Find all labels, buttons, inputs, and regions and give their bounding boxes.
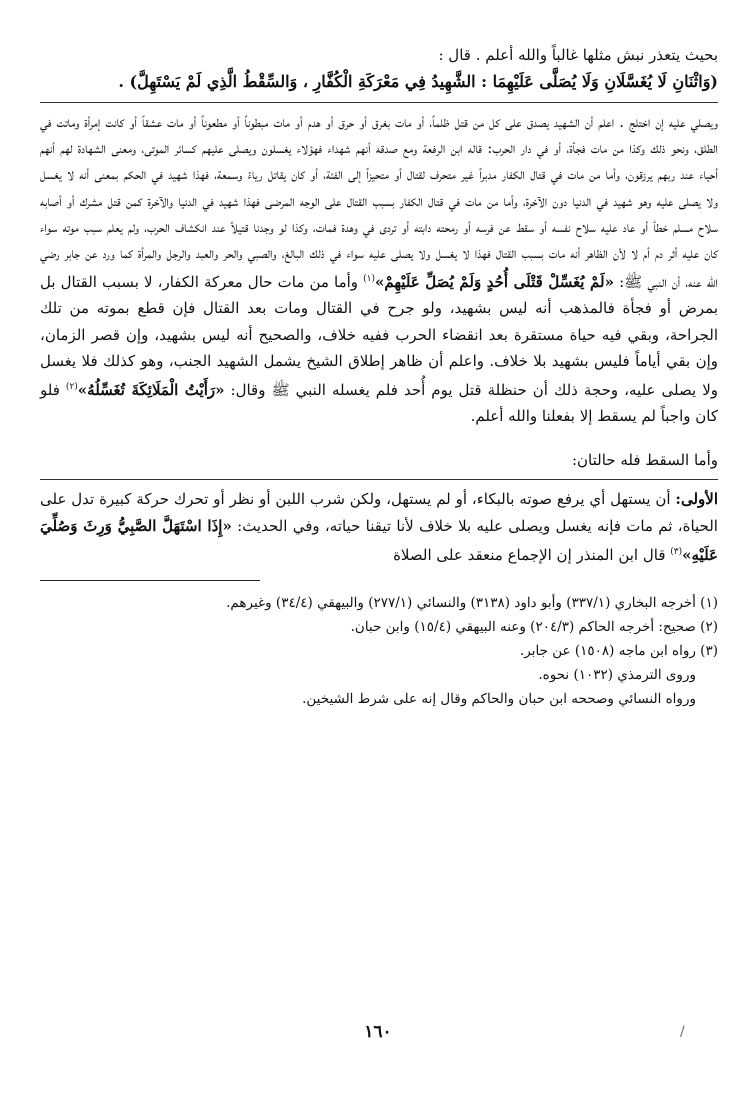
section-heading: وأما السقط فله حالتان: — [571, 451, 718, 470]
case-label: الأولى: — [675, 490, 718, 509]
paragraph-text: وأما من مات حال معركة الكفار، لا بسبب القتال بل بمرض أو فجأة فالمذهب أنه ليس بشهيد، ولو جرح في القتال ومات بعد القتال فإن قطع بموته من تلك الجراحة، وبقي فيه حياة مستقرة بعد انقضاء الحرب ففيه خلاف، والصحيح أنه ليس بشهيد، وإن قصر الزمان، وإن بقي أياماً فليس بشهيد بلا خلاف. واعلم أن ظاهر إطلاق الشيخ يشمل الشهيد الجنب، وهو كذلك فلا يغسل ولا يصلى عليه، وحجة ذلك أن حنظلة قتل يوم أُحد فلم يغسله النبي ﷺ وقال: — [40, 273, 718, 400]
paragraph-text: أن يستهل أي يرفع صوته بالبكاء، أو لم يستهل، ولكن شرب اللبن أو نظر أو تحرك حركة كبيرة تدل على الحياة، ثم مات فإنه يغسل ويصلى عليه بلا خلاف لأنا تيقنا حياته، وفي الحديث: — [40, 490, 718, 535]
hadith-quote: «رَأَيْتُ الْمَلَائِكَةَ تُغَسِّلُهُ» — [77, 381, 225, 400]
margin-mark: / — [680, 1024, 685, 1040]
hadith-quote: «لَمْ يُغَسِّلْ قَتْلَى أُحُدٍ وَلَمْ يُصَلِّ عَلَيْهِمْ» — [375, 273, 614, 292]
footnote-separator — [40, 580, 260, 581]
hadith-quote: «إِذَا اسْتَهَلَّ الصَّبِيُّ وَرِثَ وَصُلِّيَ عَلَيْهِ» — [40, 516, 718, 564]
footnotes — [40, 591, 718, 711]
main-paragraph — [40, 109, 718, 429]
divider — [40, 102, 718, 103]
paragraph-text: ويصلي عليه إن اختلج . اعلم أن الشهيد يصدق على كل من قتل ظلماً، أو مات بغرق أو حرق أو هدم أو مات مبطوناً أو مطعوناً أو مات عشقاً أو كانت إمرأة وماتت في الطلق، ونحو ذلك وكذا من مات فجأة، أو في دار الحرب: قاله ابن الرفعة ومع صدقه أنهم شهداء فهؤلاء يغسلون ويصلى عليهم كسائر الموتى، ومعنى الشهادة لهم أنهم أحياء عند ربهم يرزقون، وأما من مات في قتال الكفار مدبراً غير متحرف لقتال أو متحيزاً إلى الفئة، أو كان يقاتل رياءً وسمعة، فهذا شهيد في الحكم بمعنى أنه لا يغسل ولا يصلى عليه وهو شهيد في الدنيا دون الآخرة، وأما من مات في قتال الكفار بسبب القتال على الوجه المرضى فهذا شهيد في الدنيا والآخرة كمن قتل مشرك أو أصابه سلاح مسلم خطأ أو عاد عليه سلاح نفسه أو سقط عن فرسه أو رمحته دابته أو تردى في وهدة فمات، وكذا لو وجدنا قتيلاً عند انكشاف الحرب، ولم يعلم سبب موته سواء كان عليه أثر دم أم لا لأن الظاهر أنه مات بسبب القتال فهذا لا يغسل ولا يصلى عليه سواء في ذلك البالغ، والصبي والحر والعبد والرجل والمرأة كما ورد عن جابر رضي الله عنه، أن النبي ﷺ: — [40, 113, 718, 292]
page-number: ١٦٠ — [364, 1022, 392, 1042]
footnote-ref[interactable]: (١) — [363, 274, 376, 285]
paragraph-text: فلو كان واجباً لم يسقط إلا بفعلنا والله أعلم. — [40, 381, 718, 426]
footnote: (٢) صحيح: أخرجه الحاكم (٢٠٤/٣) وعنه البيهقي (١٥/٤) وابن حبان. — [350, 619, 718, 636]
matn-quote: (وَاثْنَانِ لَا يُغَسَّلَانِ وَلَا يُصَلَّى عَلَيْهِمَا : الشَّهِيدُ فِي مَعْرَكَةِ الْكُفَّارِ ، وَالسِّقْطُ الَّذِي لَمْ يَسْتَهِلَّ) . — [118, 72, 718, 91]
footnote-ref[interactable]: (٣) — [670, 546, 683, 557]
second-paragraph — [40, 486, 718, 568]
divider — [40, 479, 718, 480]
page-body — [40, 42, 718, 1082]
intro-line: بحيث يتعذر نبش مثلها غالباً والله أعلم . قال : — [438, 46, 718, 64]
footnote-ref[interactable]: (٢) — [65, 382, 78, 393]
footnote: (١) أخرجه البخاري (٣٣٧/١) وأبو داود (٣١٣٨) والنسائي (٢٧٧/١) والبيهقي (٣٤/٤) وغيرهم. — [226, 595, 718, 612]
footnote: ورواه النسائي وصححه ابن حبان والحاكم وقال إنه على شرط الشيخين. — [302, 691, 696, 708]
footnote: وروى الترمذي (١٠٣٢) نحوه. — [538, 667, 696, 684]
footnote: (٣) رواه ابن ماجه (١٥٠٨) عن جابر. — [520, 643, 718, 660]
paragraph-text: قال ابن المنذر إن الإجماع منعقد على الصلاة — [393, 545, 671, 564]
